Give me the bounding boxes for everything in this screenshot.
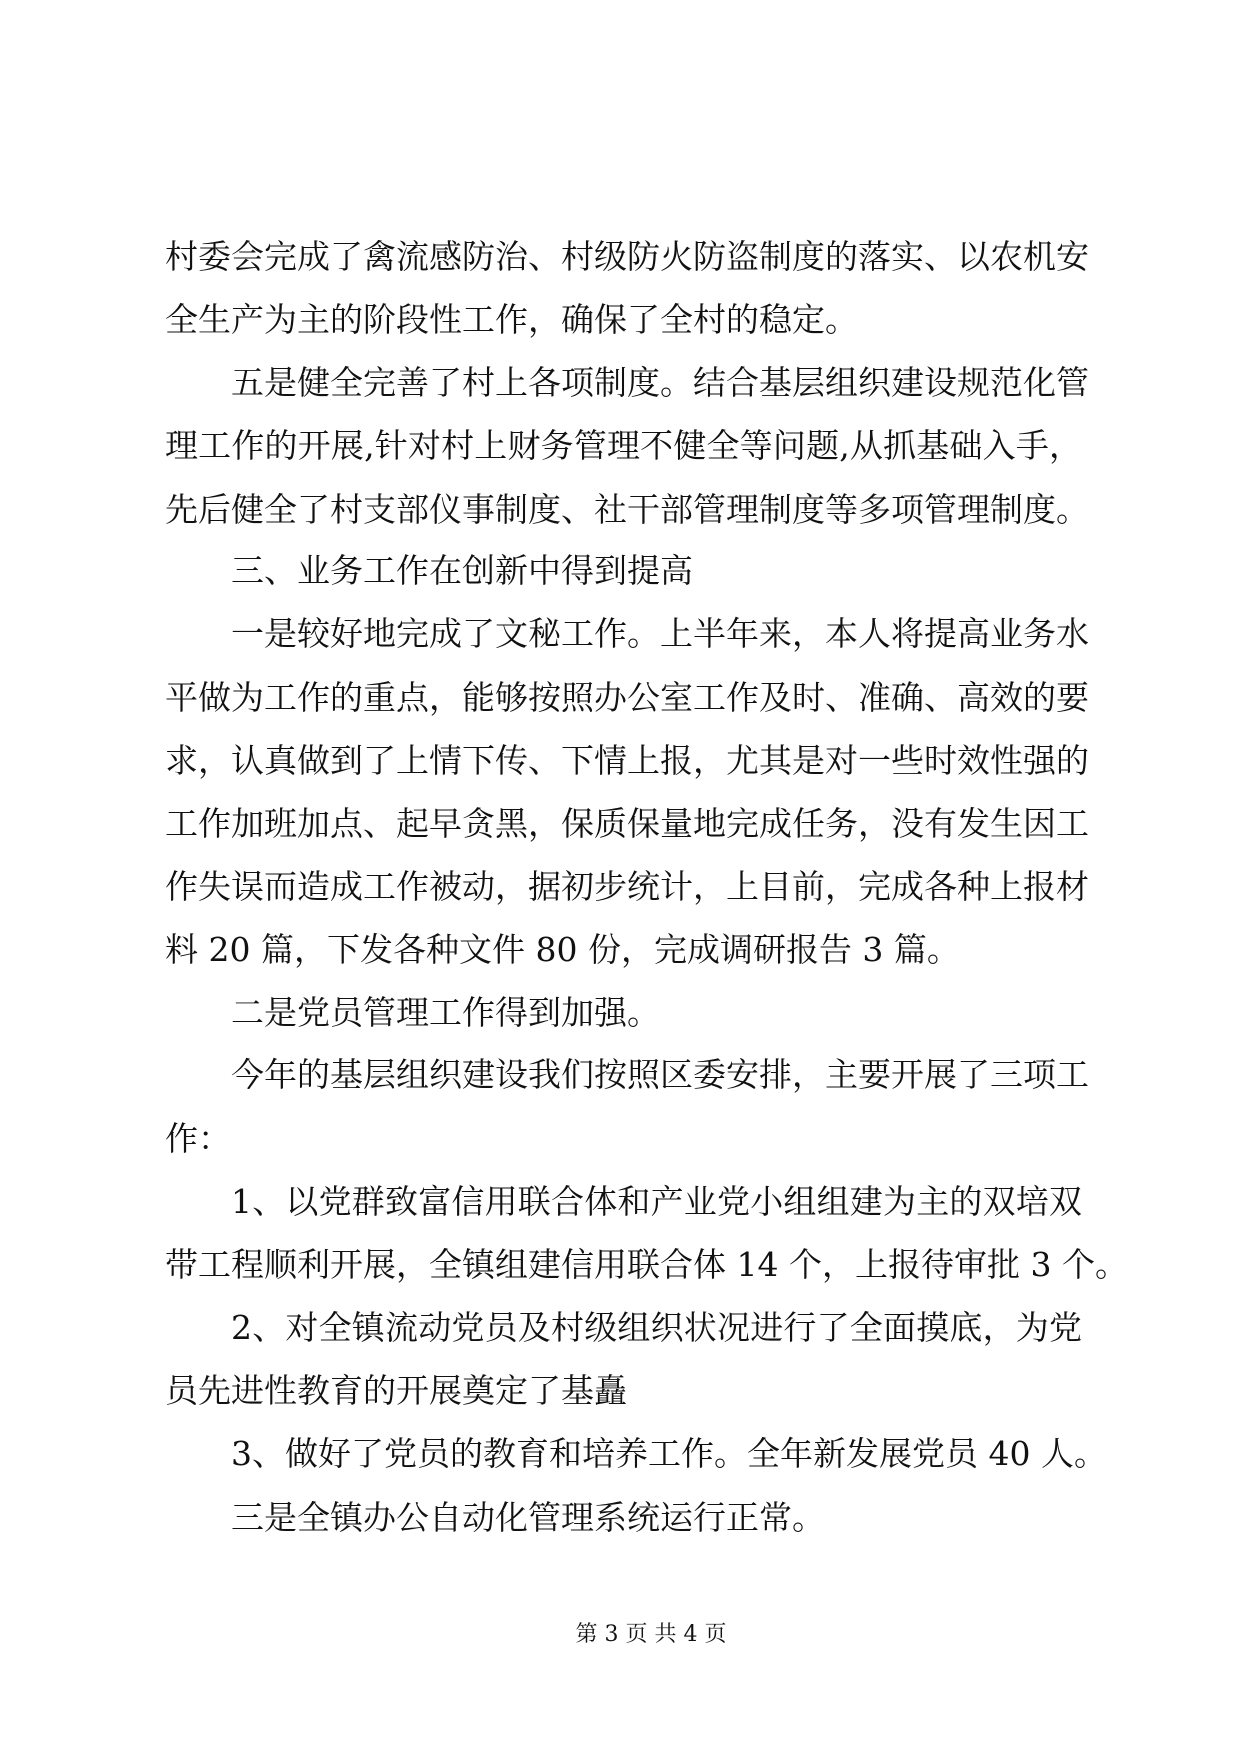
- text-line: 五是健全完善了村上各项制度。结合基层组织建设规范化管: [231, 363, 1089, 402]
- text-line: 作失误而造成工作被动，据初步统计，上目前，完成各种上报材: [165, 867, 1089, 906]
- list-item: 1、以党群致富信用联合体和产业党小组组建为主的双培双: [231, 1182, 1082, 1221]
- text-line: 村委会完成了禽流感防治、村级防火防盗制度的落实、以农机安: [165, 237, 1089, 276]
- text-line: 三是全镇办公自动化管理系统运行正常。: [231, 1498, 825, 1537]
- text-line: 先后健全了村支部仪事制度、社干部管理制度等多项管理制度。: [165, 490, 1089, 529]
- list-item: 3、做好了党员的教育和培养工作。全年新发展党员 40 人。: [231, 1434, 1107, 1473]
- page-number: 第 3 页 共 4 页: [575, 1622, 727, 1647]
- text-line: 平做为工作的重点，能够按照办公室工作及时、准确、高效的要: [165, 678, 1089, 717]
- list-item: 员先进性教育的开展奠定了基矗: [165, 1371, 627, 1410]
- text-line: 料 20 篇，下发各种文件 80 份，完成调研报告 3 篇。: [165, 930, 960, 969]
- text-line: 工作加班加点、起早贪黑，保质保量地完成任务，没有发生因工: [165, 804, 1089, 843]
- section-heading: 三、业务工作在创新中得到提高: [231, 551, 693, 590]
- text-line: 今年的基层组织建设我们按照区委安排，主要开展了三项工: [231, 1055, 1089, 1094]
- text-line: 理工作的开展,针对村上财务管理不健全等问题,从抓基础入手，: [165, 426, 1082, 465]
- list-item: 带工程顺利开展，全镇组建信用联合体 14 个，上报待审批 3 个。: [165, 1245, 1128, 1284]
- text-line: 二是党员管理工作得到加强。: [231, 993, 660, 1032]
- text-line: 全生产为主的阶段性工作，确保了全村的稳定。: [165, 300, 858, 339]
- list-item: 2、对全镇流动党员及村级组织状况进行了全面摸底，为党: [231, 1308, 1082, 1347]
- text-line: 求，认真做到了上情下传、下情上报，尤其是对一些时效性强的: [165, 741, 1089, 780]
- text-line: 作：: [165, 1119, 231, 1158]
- text-line: 一是较好地完成了文秘工作。上半年来，本人将提高业务水: [231, 614, 1089, 653]
